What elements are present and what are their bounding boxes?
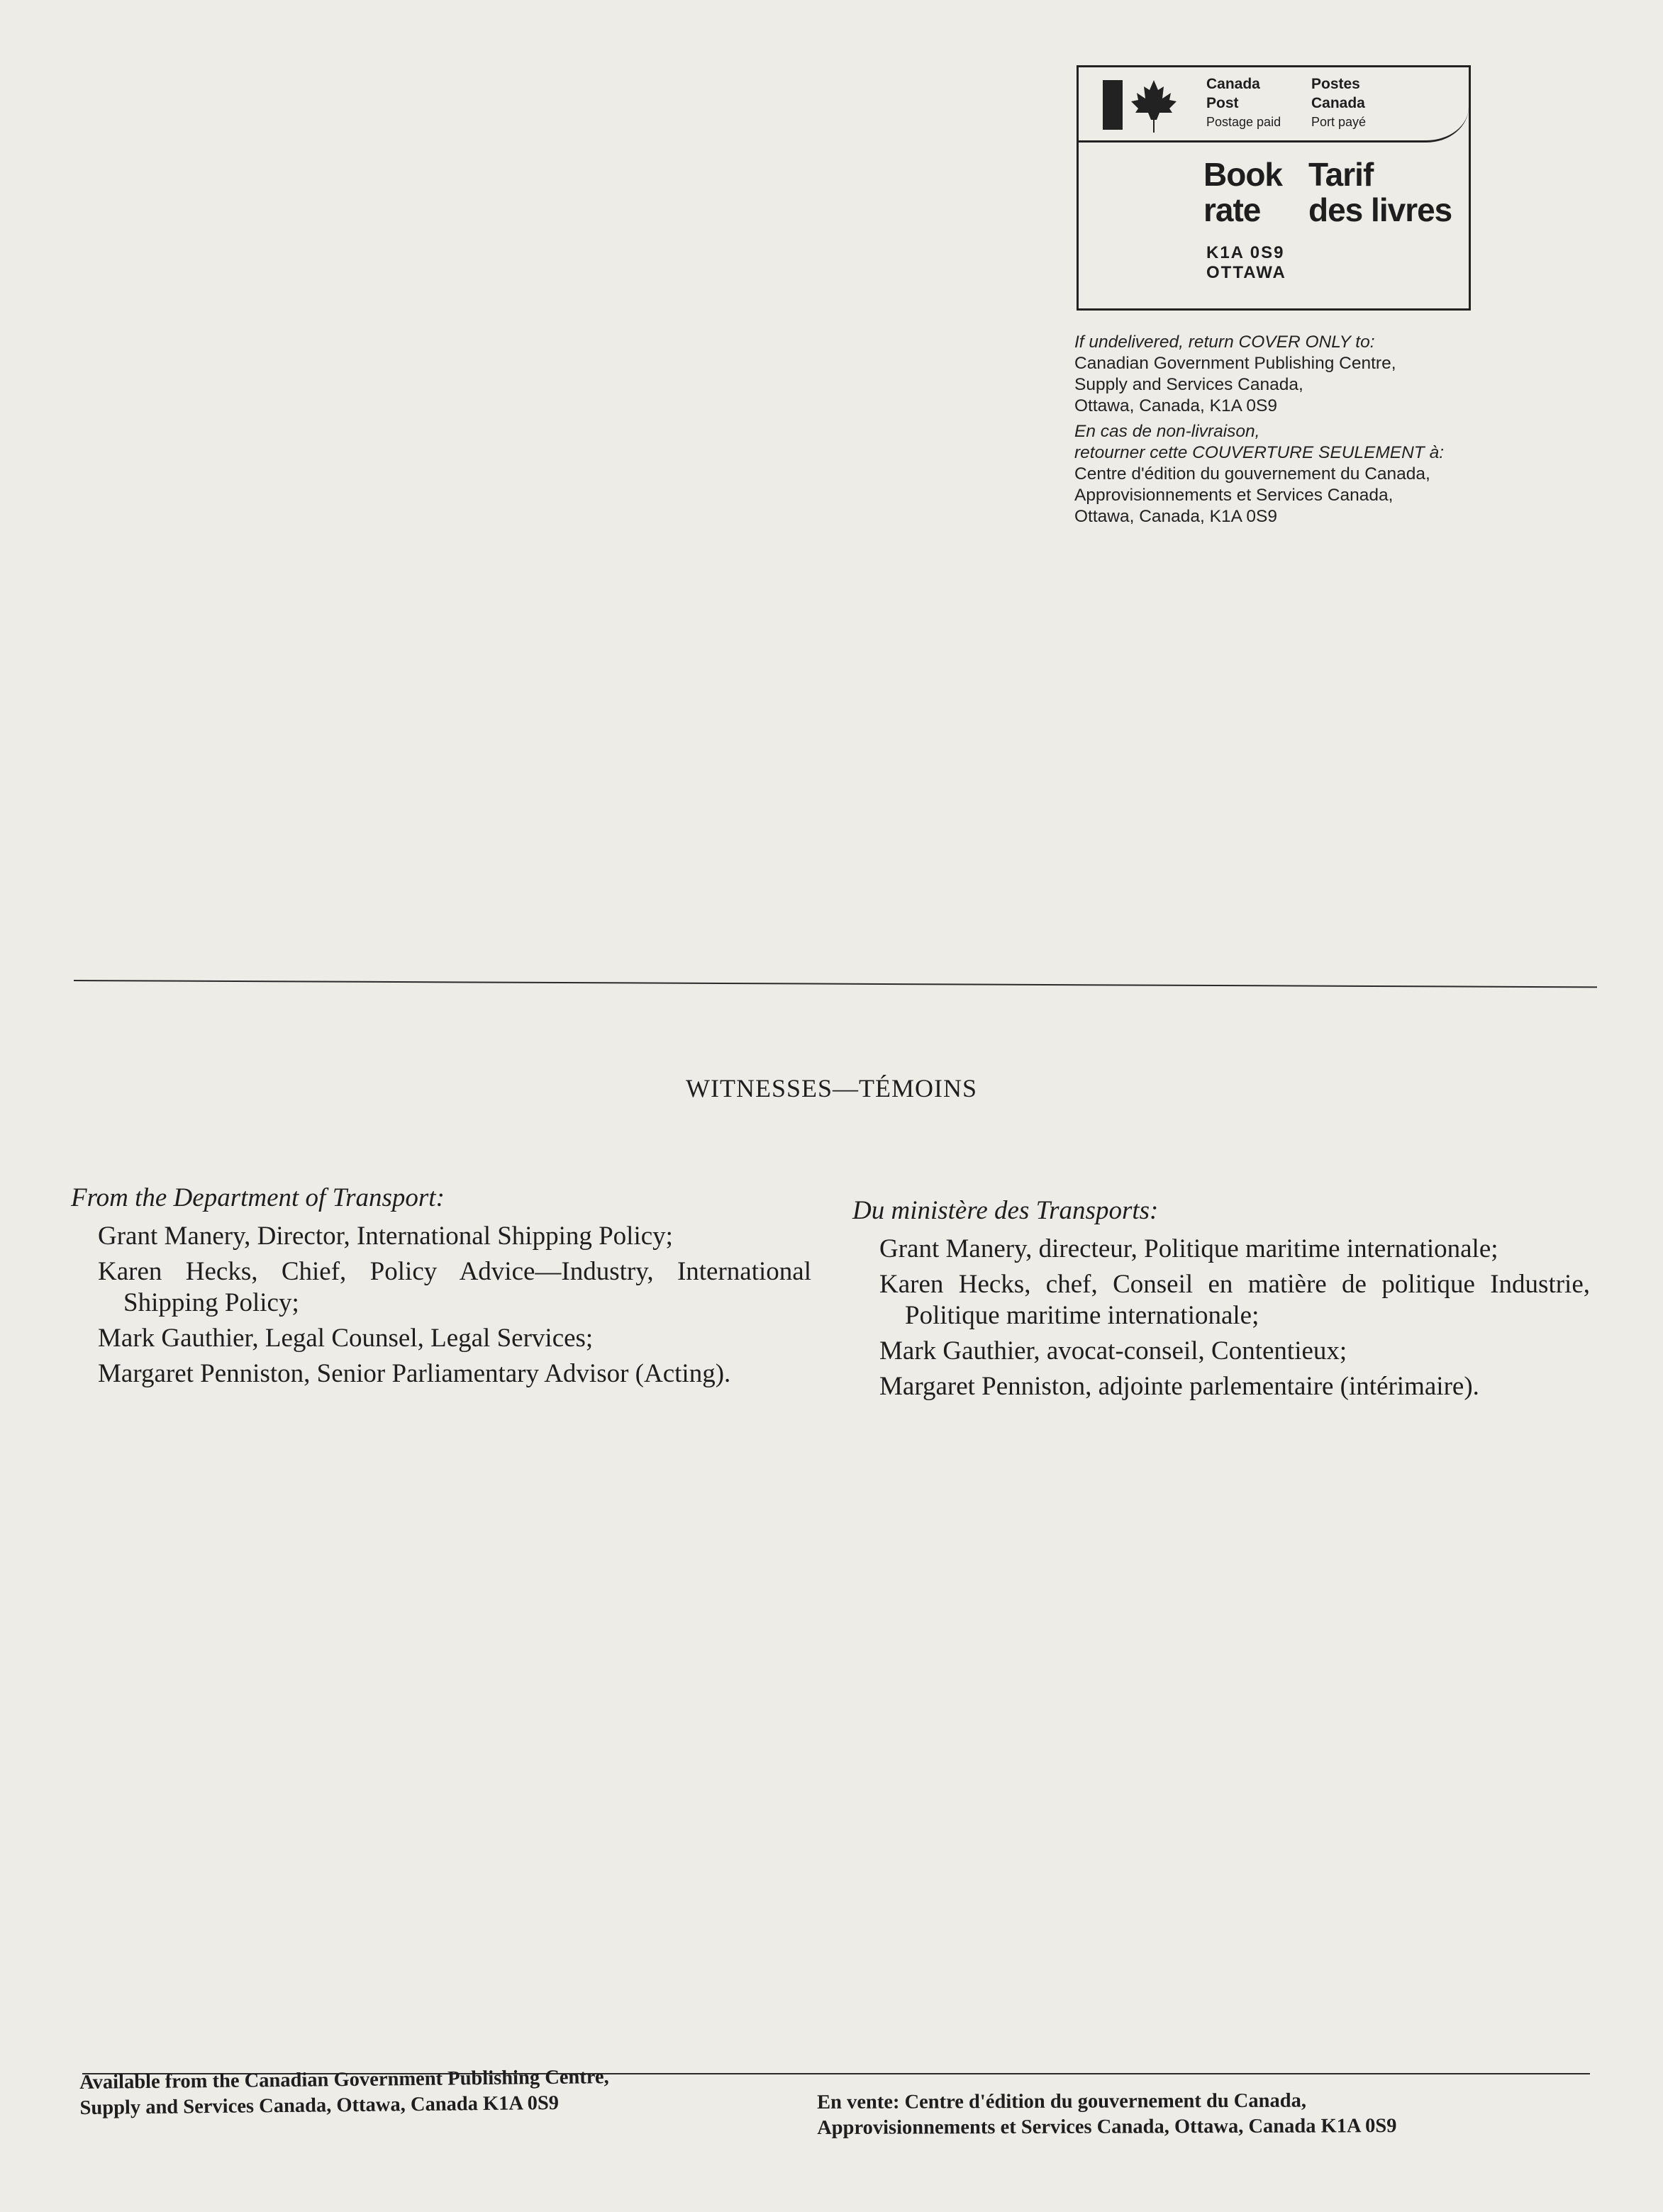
section-divider <box>74 980 1597 988</box>
canada-post-en <box>1206 74 1281 132</box>
return-fr-line1: Centre d'édition du gouvernement du Canada, <box>1074 464 1430 484</box>
indicia-header <box>1079 67 1469 143</box>
book-rate-fr-line1: Tarif <box>1308 156 1374 193</box>
witness-entry: Mark Gauthier, Legal Counsel, Legal Services; <box>98 1324 594 1353</box>
flag-bar-icon <box>1103 80 1123 130</box>
indicia-postal <box>1206 243 1286 283</box>
department-heading-fr: Du ministère des Transports: <box>852 1196 1159 1225</box>
witness-entry: Karen Hecks, chef, Conseil en matière de politique Industrie, Politique maritime internationale; <box>879 1270 1590 1330</box>
canada-post-en-line2: Post <box>1206 95 1239 111</box>
return-en-line3: Ottawa, Canada, K1A 0S9 <box>1074 396 1278 415</box>
footer-fr-line2: Approvisionnements et Services Canada, Ottawa, Canada K1A 0S9 <box>817 2115 1397 2139</box>
department-heading-en: From the Department of Transport: <box>71 1183 445 1212</box>
indicia-city: OTTAWA <box>1206 263 1286 282</box>
return-en-line1: Canadian Government Publishing Centre, <box>1074 354 1396 373</box>
witness-entry: Mark Gauthier, avocat-conseil, Contentieux; <box>879 1336 1347 1365</box>
witnesses-french <box>852 1195 1590 1407</box>
return-fr-line3: Ottawa, Canada, K1A 0S9 <box>1074 507 1278 526</box>
book-rate-en-line1: Book <box>1203 156 1282 193</box>
witness-entry: Grant Manery, directeur, Politique maritime internationale; <box>879 1234 1498 1263</box>
book-rate-en <box>1203 157 1282 228</box>
canada-post-en-line1: Canada <box>1206 76 1260 92</box>
witness-entry: Karen Hecks, Chief, Policy Advice—Industry, International Shipping Policy; <box>98 1257 811 1317</box>
footer-english <box>79 2065 609 2121</box>
canada-post-en-line3: Postage paid <box>1206 115 1281 129</box>
return-en-intro: If undelivered, return COVER ONLY to: <box>1074 333 1375 352</box>
return-address <box>1074 332 1585 527</box>
return-fr-intro2: retourner cette COUVERTURE SEULEMENT à: <box>1074 443 1445 462</box>
book-rate-fr-line2: des livres <box>1308 191 1452 228</box>
canada-post-fr <box>1311 74 1366 132</box>
canada-post-fr-line1: Postes <box>1311 76 1360 92</box>
witnesses-title: WITNESSES—TÉMOINS <box>686 1074 977 1102</box>
footer-en-line2: Supply and Services Canada, Ottawa, Canada K1A 0S9 <box>79 2091 560 2119</box>
witness-entry: Margaret Penniston, Senior Parliamentary Advisor (Acting). <box>98 1359 731 1388</box>
witness-entry: Margaret Penniston, adjointe parlementaire (intérimaire). <box>879 1372 1479 1401</box>
return-fr-line2: Approvisionnements et Services Canada, <box>1074 486 1394 505</box>
canada-post-fr-line2: Canada <box>1311 95 1365 111</box>
indicia-postal-code: K1A 0S9 <box>1206 243 1285 262</box>
canada-post-fr-line3: Port payé <box>1311 115 1367 129</box>
return-fr-intro1: En cas de non-livraison, <box>1074 422 1260 441</box>
witness-entry: Grant Manery, Director, International Shipping Policy; <box>98 1222 673 1251</box>
footer-fr-line1: En vente: Centre d'édition du gouvernement du Canada, <box>817 2089 1306 2113</box>
witnesses-english <box>71 1183 811 1394</box>
footer-en-line1: Available from the Canadian Government Publishing Centre, <box>79 2066 609 2094</box>
postage-indicia <box>1077 65 1471 311</box>
book-rate-fr <box>1308 157 1452 228</box>
footer-french <box>817 2088 1397 2141</box>
return-en-line2: Supply and Services Canada, <box>1074 375 1303 394</box>
book-rate-en-line2: rate <box>1203 191 1261 228</box>
maple-leaf-icon <box>1128 77 1179 134</box>
